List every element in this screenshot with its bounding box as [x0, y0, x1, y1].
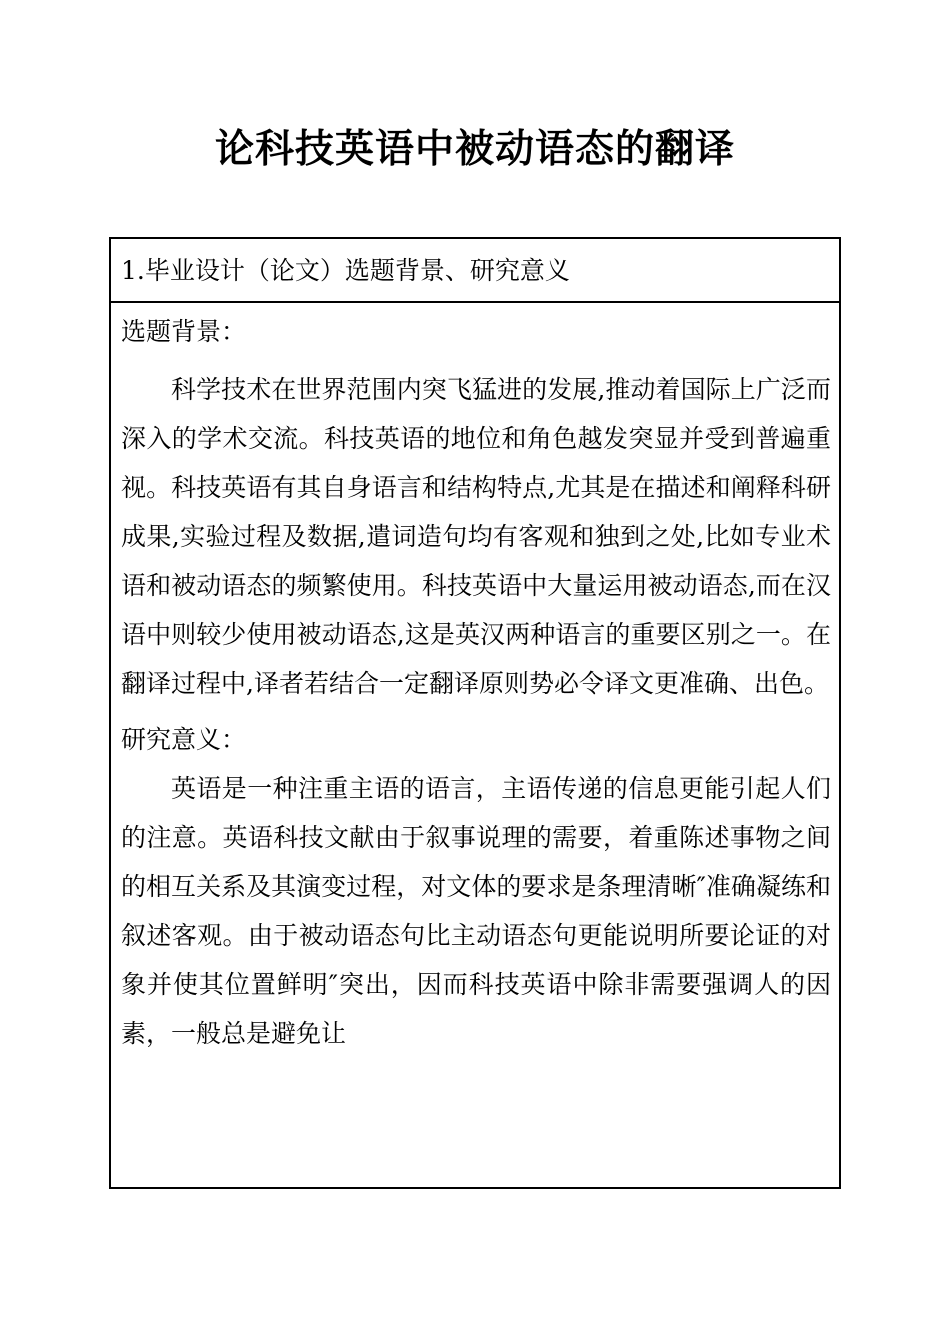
background-paragraph: 科学技术在世界范围内突飞猛进的发展,推动着国际上广泛而深入的学术交流。科技英语的地位和角色越发突显并受到普遍重视。科技英语有其自身语言和结构特点,尤其是在描述和阐释科研成果,实验过程及数据,遣词造句均有客观和独到之处,比如专业术语和被动语态的频繁使用。科技英语中大量运用被动语态,而在汉语中则较少使用被动语态,这是英汉两种语言的重要区别之一。在翻译过程中,译者若结合一定翻译原则势必令译文更准确、出色。	[121, 375, 831, 698]
table-content-cell	[111, 307, 839, 1058]
table-header-row: 1.毕业设计（论文）选题背景、研究意义	[111, 239, 839, 303]
background-heading: 选题背景：	[121, 317, 247, 346]
significance-paragraph: 英语是一种注重主语的语言，主语传递的信息更能引起人们的注意。英语科技文献由于叙事说理的需要，着重陈述事物之间的相互关系及其演变过程，对文体的要求是条理清晰″准确凝练和叙述客观。由于被动语态句比主动语态句更能说明所要论证的对象并使其位置鲜明″突出，因而科技英语中除非需要强调人的因素，一般总是避免让	[121, 774, 831, 1048]
significance-heading: 研究意义：	[121, 725, 247, 754]
proposal-table	[109, 237, 841, 1189]
document-title: 论科技英语中被动语态的翻译	[214, 127, 735, 172]
